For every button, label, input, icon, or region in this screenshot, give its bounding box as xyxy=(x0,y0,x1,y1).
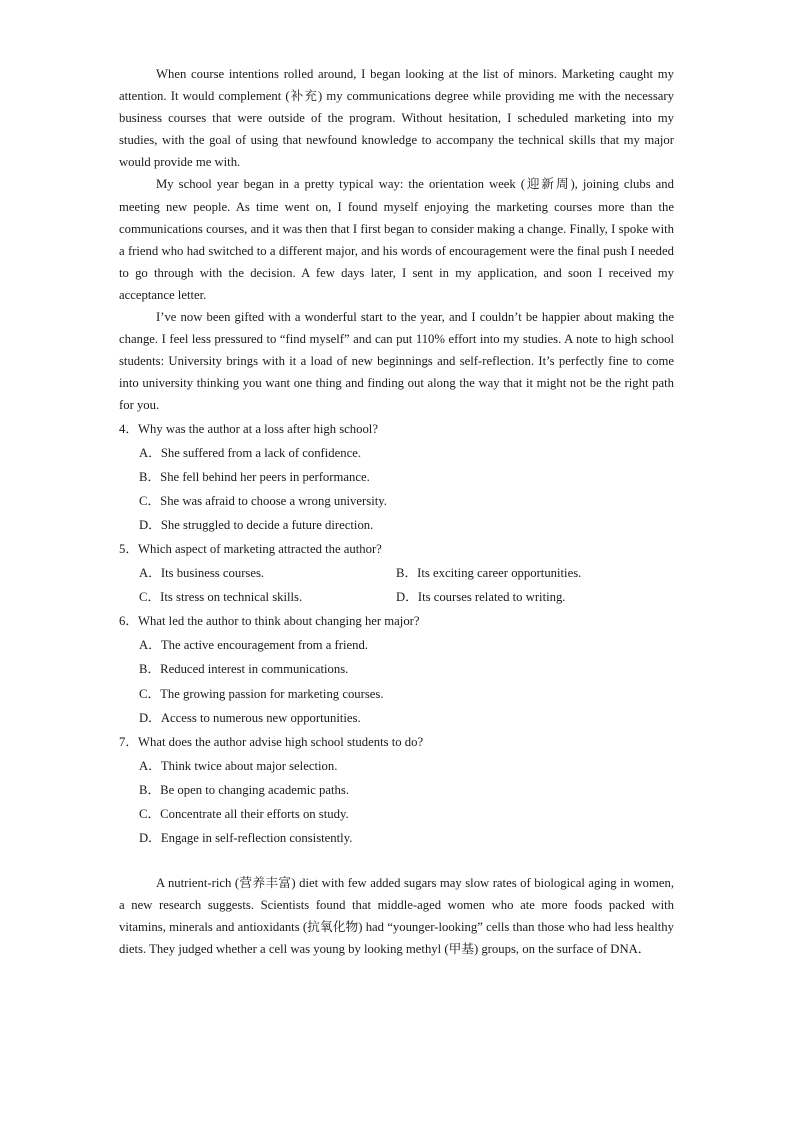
passage-paragraph-3: I’ve now been gifted with a wonderful start to the year, and I couldn’t be happier about making the change. I feel less pressured to “find myself” and can put 110% effort into my studies. A note to high school students: University brings with it a load of new beginnings and self-reflection. It’s perfectly fine to come into university thinking you want one thing and finding out along the way that it might not be the right path for you. xyxy=(119,310,674,413)
reading-passage xyxy=(119,63,674,417)
question-5-option-d: D．Its courses related to writing. xyxy=(396,590,566,605)
question-7 xyxy=(119,730,674,850)
question-7-option-d: D．Engage in self-reflection consistently. xyxy=(139,831,353,846)
question-6-stem: 6．What led the author to think about changing her major? xyxy=(119,614,420,629)
question-6-option-a: A．The active encouragement from a friend. xyxy=(139,638,368,653)
question-7-option-b: B．Be open to changing academic paths. xyxy=(139,782,349,797)
passage-paragraph-1: When course intentions rolled around, I began looking at the list of minors. Marketing caught my attention. It would complement (补充) my communications degree while providing me with the necessary business courses that were outside of the program. Without hesitation, I scheduled marketing into my studies, with the goal of using that newfound knowledge to accompany the technical skills that my major would provide me with. xyxy=(119,67,674,170)
question-5-option-b: B．Its exciting career opportunities. xyxy=(396,566,582,581)
question-4-option-a: A．She suffered from a lack of confidence. xyxy=(139,445,362,460)
question-4-stem: 4．Why was the author at a loss after high school? xyxy=(119,421,378,436)
question-5-option-a: A．Its business courses. xyxy=(139,566,265,581)
exam-page xyxy=(119,63,674,961)
question-4-option-d: D．She struggled to decide a future direction. xyxy=(139,517,374,532)
passage-gap xyxy=(119,850,674,872)
question-6-option-d: D．Access to numerous new opportunities. xyxy=(139,710,361,725)
question-4 xyxy=(119,417,674,537)
question-5 xyxy=(119,537,674,609)
question-4-option-c: C．She was afraid to choose a wrong university. xyxy=(139,493,387,508)
question-7-stem: 7．What does the author advise high school students to do? xyxy=(119,734,424,749)
passage-paragraph-2: My school year began in a pretty typical way: the orientation week (迎新周), joining clubs and meeting new people. As time went on, I found myself enjoying the marketing courses more than the communications courses, and it was then that I first began to consider making a change. Finally, I spoke with a friend who had switched to a different major, and his words of encouragement were the final push I needed to go through with the decision. A few days later, I sent in my application, and soon I received my acceptance letter. xyxy=(119,177,674,302)
question-7-option-c: C．Concentrate all their efforts on study. xyxy=(139,807,349,821)
question-5-options-row-2 xyxy=(119,585,674,609)
question-5-option-c: C．Its stress on technical skills. xyxy=(139,590,303,605)
question-6-option-b: B．Reduced interest in communications. xyxy=(139,662,349,677)
question-6 xyxy=(119,609,674,729)
question-5-options-row-1 xyxy=(119,561,674,585)
next-reading-passage xyxy=(119,872,674,960)
question-5-stem: 5．Which aspect of marketing attracted the author? xyxy=(119,541,382,556)
question-6-option-c: C．The growing passion for marketing courses. xyxy=(139,686,384,701)
question-4-option-b: B．She fell behind her peers in performance. xyxy=(139,469,370,484)
question-7-option-a: A．Think twice about major selection. xyxy=(139,758,338,773)
next-passage-paragraph-1: A nutrient-rich (营养丰富) diet with few added sugars may slow rates of biological aging in women, a new research suggests. Scientists found that middle-aged women who ate more foods packed with vitamins, minerals and antioxidants (抗氧化物) had “younger-looking” cells than those who had less healthy diets. They judged whether a cell was young by looking methyl (甲基) groups, on the surface of DNA． xyxy=(119,876,674,957)
